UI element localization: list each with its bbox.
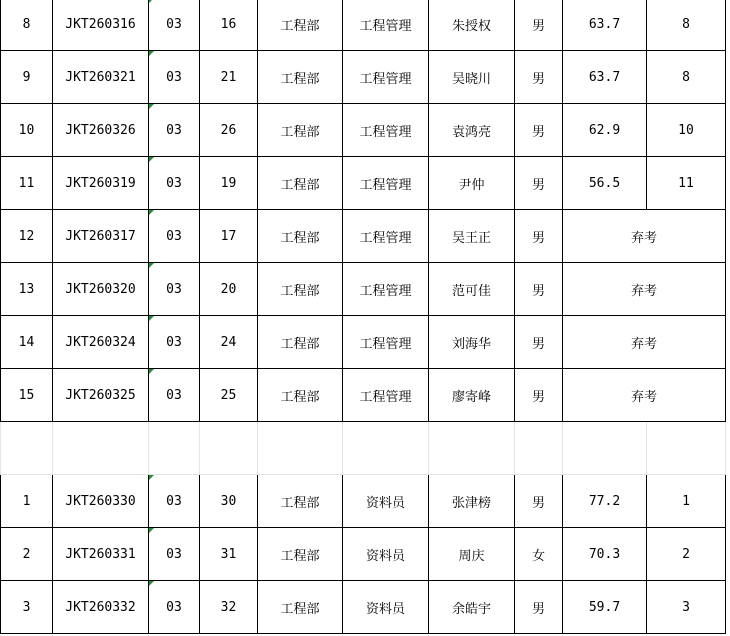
position-cell[interactable]: 工程管理 xyxy=(343,263,429,316)
row-number-cell[interactable]: 9 xyxy=(1,51,53,104)
gender-cell[interactable]: 男 xyxy=(515,263,563,316)
empty-cell[interactable] xyxy=(429,422,515,475)
seat-number-cell[interactable]: 21 xyxy=(200,51,258,104)
gender-cell[interactable]: 男 xyxy=(515,51,563,104)
absent-status-cell[interactable]: 弃考 xyxy=(563,210,726,263)
ticket-number-cell[interactable]: JKT260319 xyxy=(53,157,149,210)
exam-room-cell[interactable]: 03 xyxy=(149,475,200,528)
exam-room-cell[interactable]: 03 xyxy=(149,316,200,369)
candidate-name-cell[interactable]: 吴王正 xyxy=(429,210,515,263)
seat-number-cell[interactable]: 16 xyxy=(200,0,258,51)
candidate-name-cell[interactable]: 吴晓川 xyxy=(429,51,515,104)
candidate-name-cell[interactable]: 刘海华 xyxy=(429,316,515,369)
rank-cell[interactable]: 10 xyxy=(647,104,726,157)
candidate-name-cell[interactable]: 周庆 xyxy=(429,528,515,581)
row-number-cell[interactable]: 11 xyxy=(1,157,53,210)
exam-room-cell[interactable]: 03 xyxy=(149,581,200,634)
table-row xyxy=(1,0,726,51)
department-cell[interactable]: 工程部 xyxy=(258,104,343,157)
department-cell[interactable]: 工程部 xyxy=(258,263,343,316)
empty-cell[interactable] xyxy=(200,422,258,475)
ticket-number-cell[interactable]: JKT260316 xyxy=(53,0,149,51)
department-cell[interactable]: 工程部 xyxy=(258,369,343,422)
seat-number-cell[interactable]: 19 xyxy=(200,157,258,210)
exam-room-cell[interactable]: 03 xyxy=(149,263,200,316)
seat-number-cell[interactable]: 24 xyxy=(200,316,258,369)
seat-number-cell[interactable]: 31 xyxy=(200,528,258,581)
position-cell[interactable]: 工程管理 xyxy=(343,51,429,104)
ticket-number-cell[interactable]: JKT260324 xyxy=(53,316,149,369)
candidate-name-cell[interactable]: 袁鸿亮 xyxy=(429,104,515,157)
gender-cell[interactable]: 男 xyxy=(515,0,563,51)
table-row xyxy=(1,263,726,316)
candidate-name-cell[interactable]: 张津榜 xyxy=(429,475,515,528)
department-cell[interactable]: 工程部 xyxy=(258,475,343,528)
exam-room-cell[interactable]: 03 xyxy=(149,210,200,263)
candidate-name-cell[interactable]: 朱授权 xyxy=(429,0,515,51)
row-number-cell[interactable]: 15 xyxy=(1,369,53,422)
department-cell[interactable]: 工程部 xyxy=(258,316,343,369)
row-number-cell[interactable]: 3 xyxy=(1,581,53,634)
gender-cell[interactable]: 女 xyxy=(515,528,563,581)
seat-number-cell[interactable]: 26 xyxy=(200,104,258,157)
candidate-name-cell[interactable]: 余皓宇 xyxy=(429,581,515,634)
seat-number-cell[interactable]: 17 xyxy=(200,210,258,263)
row-number-cell[interactable]: 1 xyxy=(1,475,53,528)
table-row xyxy=(1,369,726,422)
empty-cell[interactable] xyxy=(149,422,200,475)
exam-room-cell[interactable]: 03 xyxy=(149,369,200,422)
row-number-cell[interactable]: 12 xyxy=(1,210,53,263)
exam-room-cell[interactable]: 03 xyxy=(149,157,200,210)
seat-number-cell[interactable]: 32 xyxy=(200,581,258,634)
row-number-cell[interactable]: 8 xyxy=(1,0,53,51)
empty-cell[interactable] xyxy=(343,422,429,475)
seat-number-cell[interactable]: 20 xyxy=(200,263,258,316)
position-cell[interactable]: 资料员 xyxy=(343,581,429,634)
department-cell[interactable]: 工程部 xyxy=(258,528,343,581)
ticket-number-cell[interactable]: JKT260320 xyxy=(53,263,149,316)
department-cell[interactable]: 工程部 xyxy=(258,581,343,634)
gender-cell[interactable]: 男 xyxy=(515,210,563,263)
exam-room-cell[interactable]: 03 xyxy=(149,104,200,157)
gender-cell[interactable]: 男 xyxy=(515,316,563,369)
score-cell[interactable]: 77.2 xyxy=(563,475,647,528)
row-number-cell[interactable]: 14 xyxy=(1,316,53,369)
table-row xyxy=(1,316,726,369)
rank-cell[interactable]: 11 xyxy=(647,157,726,210)
ticket-number-cell[interactable]: JKT260332 xyxy=(53,581,149,634)
department-cell[interactable]: 工程部 xyxy=(258,210,343,263)
exam-room-cell[interactable]: 03 xyxy=(149,528,200,581)
ticket-number-cell[interactable]: JKT260317 xyxy=(53,210,149,263)
rank-cell[interactable]: 8 xyxy=(647,0,726,51)
ticket-number-cell[interactable]: JKT260326 xyxy=(53,104,149,157)
exam-room-cell[interactable]: 03 xyxy=(149,0,200,51)
score-cell[interactable]: 62.9 xyxy=(563,104,647,157)
ticket-number-cell[interactable]: JKT260321 xyxy=(53,51,149,104)
table-row xyxy=(1,104,726,157)
rank-cell[interactable]: 1 xyxy=(647,475,726,528)
seat-number-cell[interactable]: 30 xyxy=(200,475,258,528)
row-number-cell[interactable]: 10 xyxy=(1,104,53,157)
position-cell[interactable]: 资料员 xyxy=(343,475,429,528)
score-cell[interactable]: 59.7 xyxy=(563,581,647,634)
empty-cell[interactable] xyxy=(515,422,563,475)
table-row xyxy=(1,581,726,634)
candidate-name-cell[interactable]: 范可佳 xyxy=(429,263,515,316)
score-cell[interactable]: 63.7 xyxy=(563,0,647,51)
ticket-number-cell[interactable]: JKT260331 xyxy=(53,528,149,581)
score-cell[interactable]: 70.3 xyxy=(563,528,647,581)
table-row xyxy=(1,528,726,581)
score-cell[interactable]: 56.5 xyxy=(563,157,647,210)
absent-status-cell[interactable]: 弃考 xyxy=(563,369,726,422)
position-cell[interactable]: 工程管理 xyxy=(343,157,429,210)
score-cell[interactable]: 63.7 xyxy=(563,51,647,104)
absent-status-cell[interactable]: 弃考 xyxy=(563,263,726,316)
position-cell[interactable]: 工程管理 xyxy=(343,369,429,422)
position-cell[interactable]: 工程管理 xyxy=(343,0,429,51)
table-row xyxy=(1,210,726,263)
position-cell[interactable]: 工程管理 xyxy=(343,210,429,263)
department-cell[interactable]: 工程部 xyxy=(258,157,343,210)
row-number-cell[interactable]: 13 xyxy=(1,263,53,316)
empty-spacer-row xyxy=(1,422,726,475)
empty-cell[interactable] xyxy=(1,422,53,475)
empty-cell[interactable] xyxy=(258,422,343,475)
position-cell[interactable]: 资料员 xyxy=(343,528,429,581)
seat-number-cell[interactable]: 25 xyxy=(200,369,258,422)
ticket-number-cell[interactable]: JKT260330 xyxy=(53,475,149,528)
candidate-name-cell[interactable]: 尹仲 xyxy=(429,157,515,210)
table-row xyxy=(1,51,726,104)
gender-cell[interactable]: 男 xyxy=(515,369,563,422)
rank-cell[interactable]: 3 xyxy=(647,581,726,634)
empty-cell[interactable] xyxy=(647,422,726,475)
position-cell[interactable]: 工程管理 xyxy=(343,316,429,369)
gender-cell[interactable]: 男 xyxy=(515,157,563,210)
candidate-name-cell[interactable]: 廖寄峰 xyxy=(429,369,515,422)
department-cell[interactable]: 工程部 xyxy=(258,51,343,104)
gender-cell[interactable]: 男 xyxy=(515,104,563,157)
ticket-number-cell[interactable]: JKT260325 xyxy=(53,369,149,422)
absent-status-cell[interactable]: 弃考 xyxy=(563,316,726,369)
empty-cell[interactable] xyxy=(53,422,149,475)
gender-cell[interactable]: 男 xyxy=(515,475,563,528)
rank-cell[interactable]: 2 xyxy=(647,528,726,581)
row-number-cell[interactable]: 2 xyxy=(1,528,53,581)
gender-cell[interactable]: 男 xyxy=(515,581,563,634)
table-row xyxy=(1,475,726,528)
rank-cell[interactable]: 8 xyxy=(647,51,726,104)
empty-cell[interactable] xyxy=(563,422,647,475)
table-row xyxy=(1,157,726,210)
position-cell[interactable]: 工程管理 xyxy=(343,104,429,157)
exam-room-cell[interactable]: 03 xyxy=(149,51,200,104)
department-cell[interactable]: 工程部 xyxy=(258,0,343,51)
